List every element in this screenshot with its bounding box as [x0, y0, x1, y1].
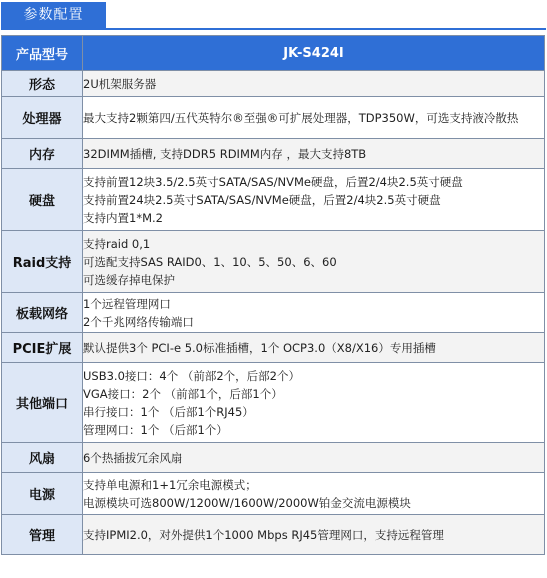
row-label: 其他端口 — [2, 363, 83, 443]
row-value — [83, 231, 545, 293]
value-line: USB3.0接口：4个 （前部2个，后部2个） — [83, 368, 300, 383]
table-row — [2, 363, 545, 443]
table-row — [2, 169, 545, 231]
value-line: 32DIMM插槽, 支持DDR5 RDIMM内存 ，最大支持8TB — [83, 146, 367, 161]
section-title: 参数配置 — [1, 2, 106, 28]
row-value — [83, 97, 545, 139]
row-label: 电源 — [2, 473, 83, 515]
value-line: 可选缓存掉电保护 — [83, 272, 175, 287]
table-row — [2, 443, 545, 473]
row-label: 处理器 — [2, 97, 83, 139]
row-value — [83, 363, 545, 443]
row-value — [83, 293, 545, 333]
row-label: 板载网络 — [2, 293, 83, 333]
value-line: 最大支持2颗第四/五代英特尔®至强®可扩展处理器，TDP350W，可选支持液冷散热 — [83, 110, 519, 125]
value-line: 可选配支持SAS RAID0、1、10、5、50、6、60 — [83, 254, 337, 269]
table-row — [2, 333, 545, 363]
value-line: 串行接口：1个 （后部1个RJ45） — [83, 404, 254, 419]
value-line: VGA接口：2个 （前部1个，后部1个） — [83, 386, 283, 401]
value-line: 6个热插拔冗余风扇 — [83, 450, 183, 465]
value-line: 支持前置12块3.5/2.5英寸SATA/SAS/NVMe硬盘，后置2/4块2.5英寸硬盘 — [83, 174, 463, 189]
value-line: 管理网口：1个 （后部1个） — [83, 422, 228, 437]
row-value — [83, 473, 545, 515]
row-value — [83, 443, 545, 473]
row-label: 形态 — [2, 71, 83, 97]
row-label: PCIE扩展 — [2, 333, 83, 363]
value-line: 支持单电源和1+1冗余电源模式； — [83, 477, 257, 492]
row-label: Raid支持 — [2, 231, 83, 293]
section-title-rule — [1, 28, 546, 30]
table-row — [2, 71, 545, 97]
row-value — [83, 515, 545, 555]
row-value — [83, 71, 545, 97]
row-label: 风扇 — [2, 443, 83, 473]
row-value — [83, 333, 545, 363]
row-label: 管理 — [2, 515, 83, 555]
value-line: 支持前置24块2.5英寸SATA/SAS/NVMe硬盘，后置2/4块2.5英寸硬盘 — [83, 192, 441, 207]
table-row — [2, 515, 545, 555]
row-label: 硬盘 — [2, 169, 83, 231]
value-line: 2U机架服务器 — [83, 76, 157, 91]
value-line: 默认提供3个 PCI-e 5.0标准插槽，1个 OCP3.0（X8/X16）专用插槽 — [83, 340, 436, 355]
value-line: 1个远程管理网口 — [83, 296, 171, 311]
header-label-cell: 产品型号 — [2, 36, 83, 71]
table-row — [2, 293, 545, 333]
table-header-row — [2, 36, 545, 71]
table-row — [2, 97, 545, 139]
value-line: 支持内置1*M.2 — [83, 210, 163, 225]
table-row — [2, 231, 545, 293]
header-model-cell: JK-S424I — [83, 36, 545, 71]
row-label: 内存 — [2, 139, 83, 169]
value-line: 支持IPMI2.0，对外提供1个1000 Mbps RJ45管理网口，支持远程管理 — [83, 527, 444, 542]
value-line: 电源模块可选800W/1200W/1600W/2000W铂金交流电源模块 — [83, 495, 411, 510]
table-row — [2, 139, 545, 169]
value-line: 支持raid 0,1 — [83, 236, 151, 251]
value-line: 2个千兆网络传输端口 — [83, 314, 194, 329]
spec-table — [1, 35, 545, 555]
row-value — [83, 169, 545, 231]
table-row — [2, 473, 545, 515]
row-value — [83, 139, 545, 169]
